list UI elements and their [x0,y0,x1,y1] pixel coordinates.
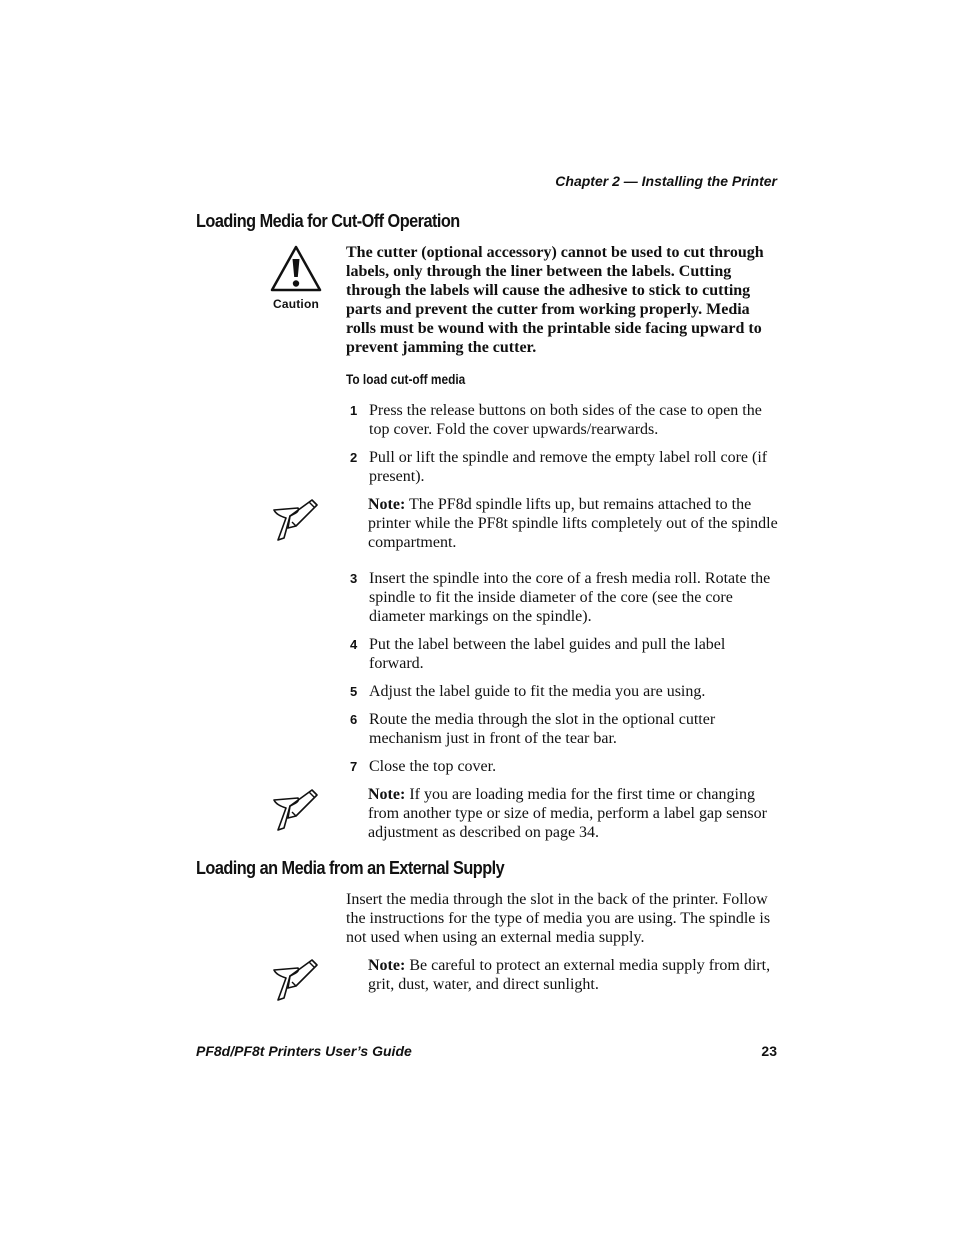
step-number: 7 [350,759,358,774]
step-number: 4 [350,637,358,652]
footer-guide-title: PF8d/PF8t Printers User’s Guide [196,1043,412,1059]
external-supply-paragraph: Insert the media through the slot in the back of the printer. Follow the instructions for the type of media you are using. The spindle is not used when using an external media supply. [346,891,771,946]
note-label: Note: [368,957,406,974]
step-number: 5 [350,684,358,699]
procedure-heading: To load cut-off media [346,372,466,387]
step-item [346,401,778,439]
step-text: Put the label between the label guides and pull the label forward. [369,636,726,672]
step-number: 6 [350,712,358,727]
note-text [368,495,780,552]
step-item [346,635,778,673]
step-number: 1 [350,403,358,418]
caution-triangle-icon [269,244,323,294]
step-item [346,710,778,748]
section-heading-cut-off: Loading Media for Cut-Off Operation [196,210,460,231]
running-head: Chapter 2 — Installing the Printer [555,173,777,189]
step-item [346,757,778,776]
note-pencil-icon [270,956,322,1006]
section-heading-external-supply: Loading an Media from an External Supply [196,857,505,878]
note-label: Note: [368,786,406,803]
step-number: 2 [350,450,358,465]
note-pencil-icon [270,496,322,546]
step-item [346,448,778,486]
note-body: The PF8d spindle lifts up, but remains attached to the printer while the PF8t spindle lifts completely out of the spindle compartment. [368,496,778,551]
note-body: If you are loading media for the first time or changing from another type or size of media, perform a label gap sensor adjustment as described on page 34. [368,786,767,841]
caution-text: The cutter (optional accessory) cannot be used to cut through labels, only through the liner between the labels. Cutting through the labels will cause the adhesive to stick to cutting parts and prevent the cutter from working properly. Media rolls must be wound with the printable side facing upward to prevent jamming the cutter. [346,244,764,356]
step-text: Route the media through the slot in the optional cutter mechanism just in front of the tear bar. [369,711,716,747]
caution-block [268,244,324,311]
note-text [368,785,780,842]
step-item [346,682,778,701]
step-text: Pull or lift the spindle and remove the empty label roll core (if present). [369,449,768,485]
note-label: Note: [368,496,406,513]
note-body: Be careful to protect an external media supply from dirt, grit, dust, water, and direct sunlight. [368,957,771,993]
footer-page-number: 23 [761,1043,777,1059]
step-text: Press the release buttons on both sides of the case to open the top cover. Fold the cover upwards/rearwards. [369,402,762,438]
step-text: Close the top cover. [369,758,497,775]
step-text: Insert the spindle into the core of a fresh media roll. Rotate the spindle to fit the inside diameter of the core (see the core diameter markings on the spindle). [369,570,771,625]
note-pencil-icon [270,786,322,836]
step-number: 3 [350,571,358,586]
caution-label: Caution [272,297,320,311]
step-item [346,569,778,626]
note-text [368,956,780,994]
step-text: Adjust the label guide to fit the media you are using. [369,683,706,700]
